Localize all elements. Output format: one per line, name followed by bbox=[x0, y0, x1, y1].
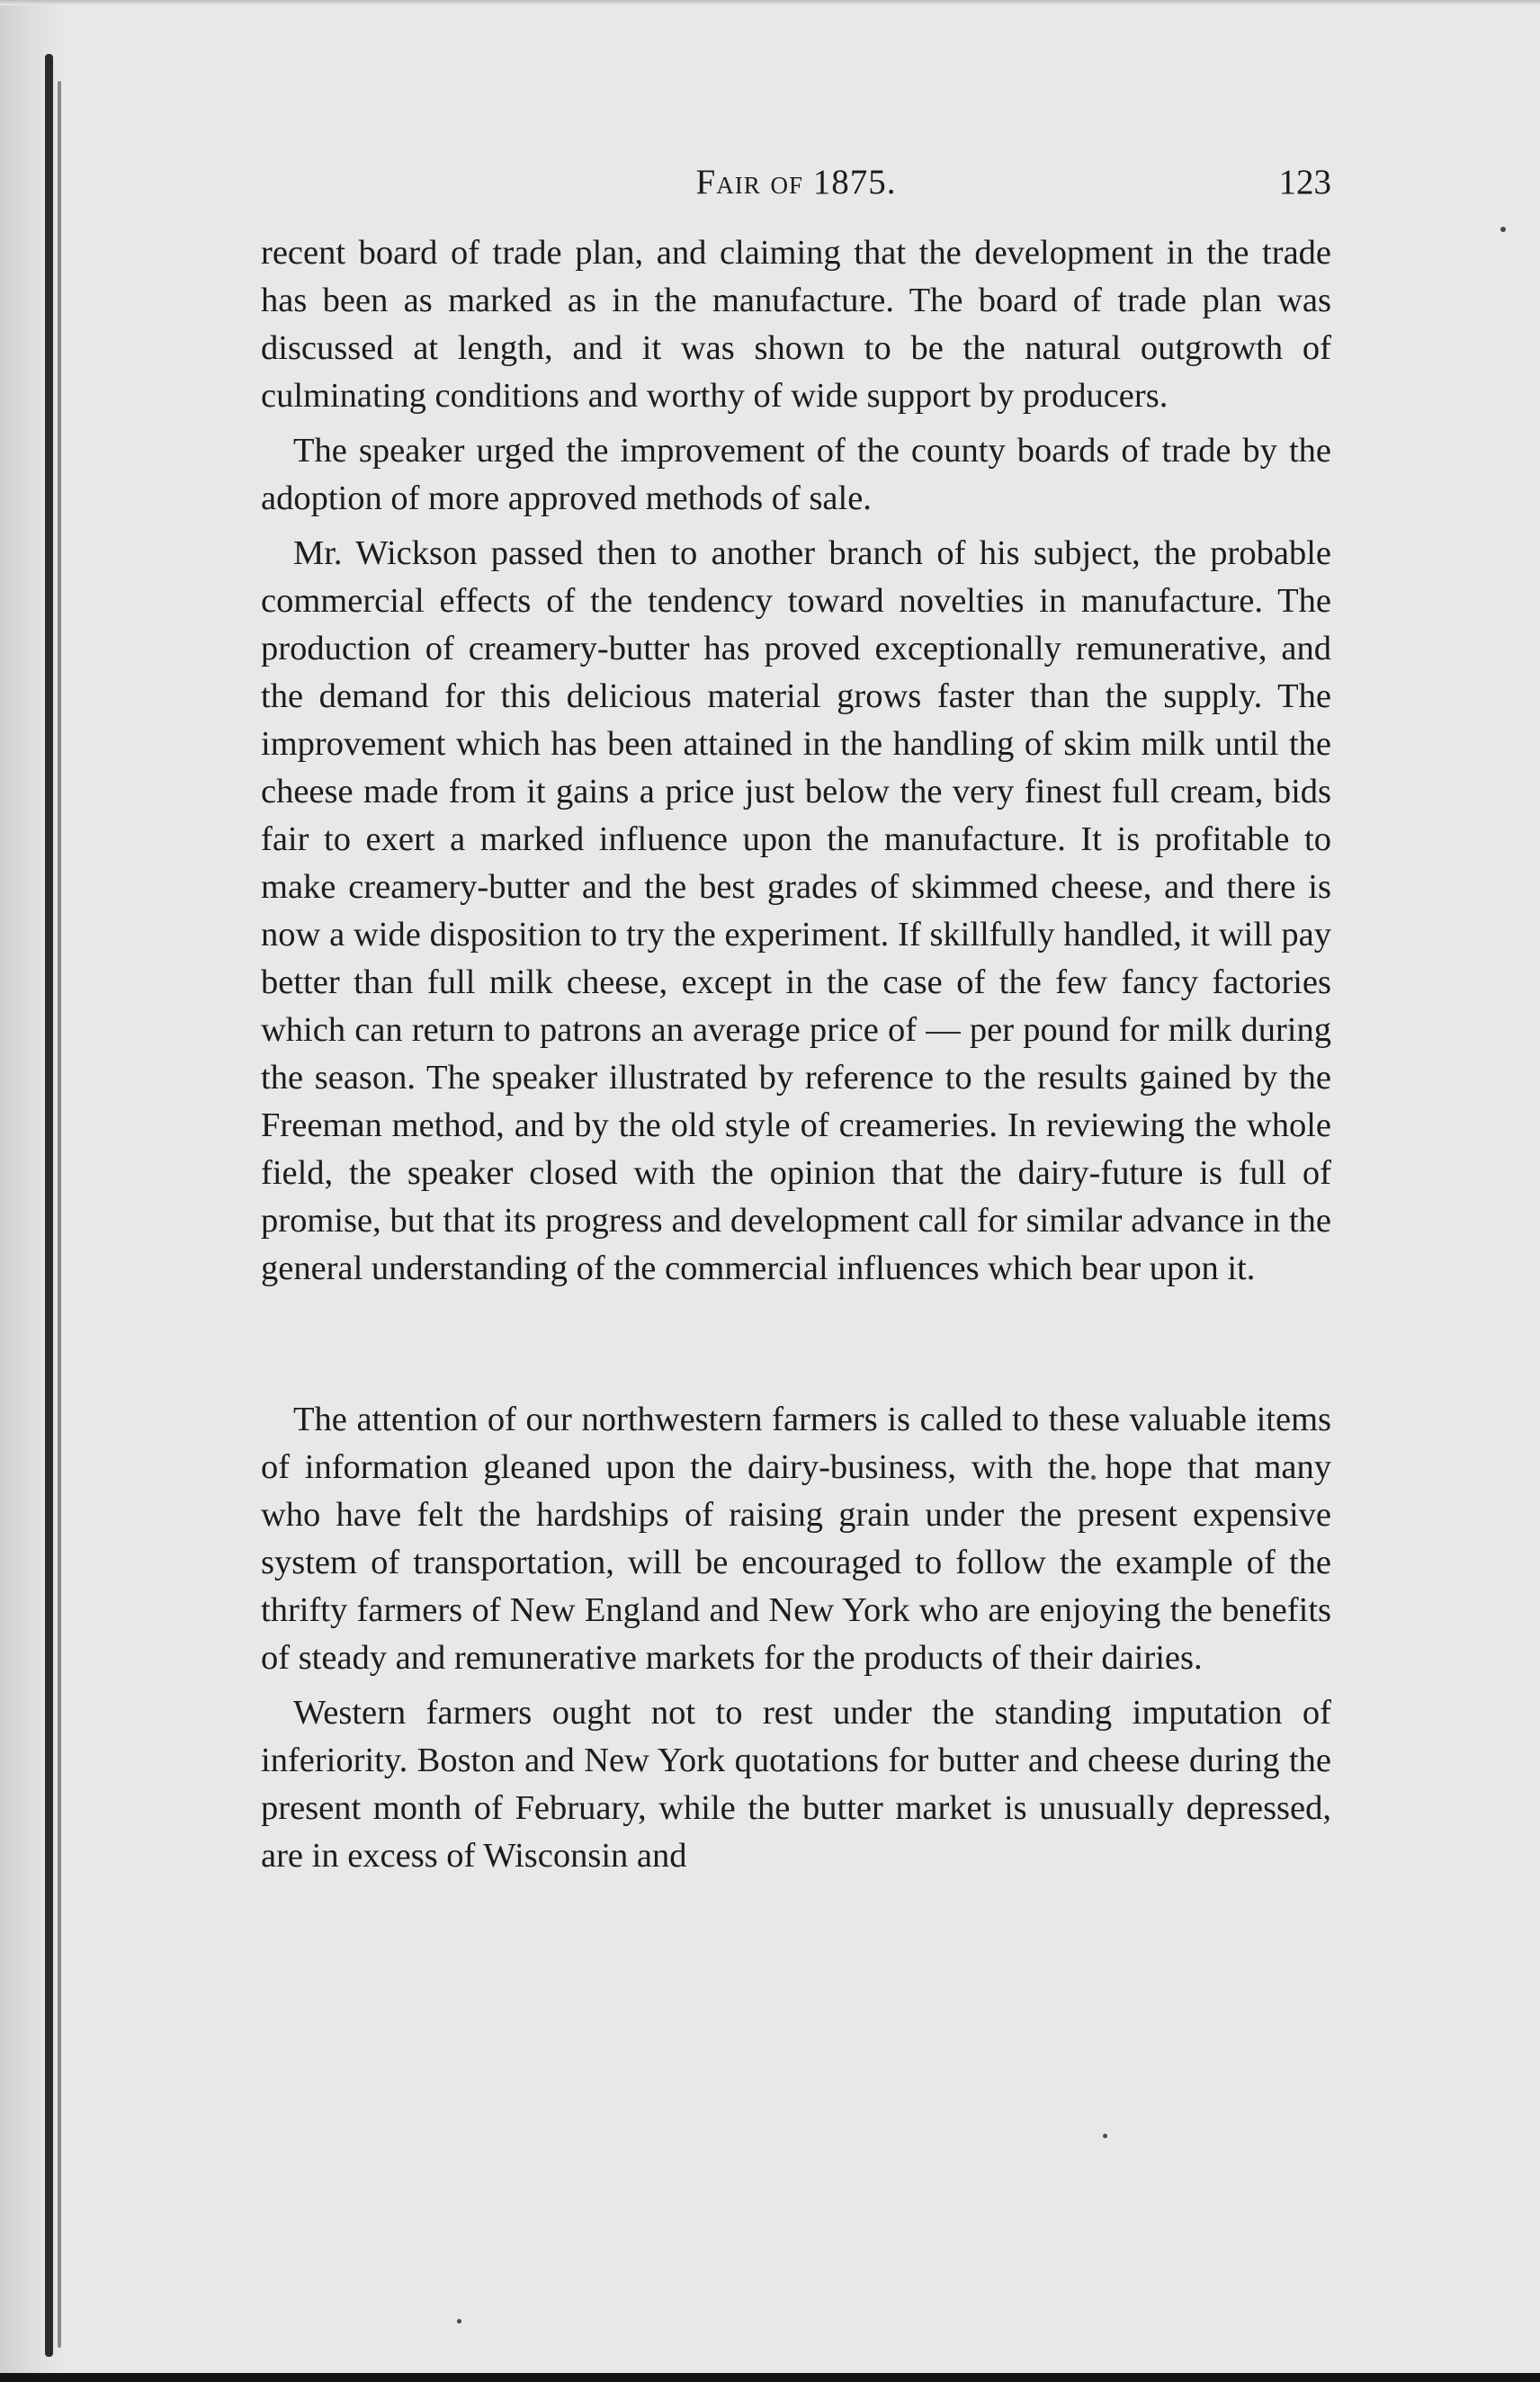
running-head-title: Fair of 1875. bbox=[695, 163, 897, 201]
paragraph: The speaker urged the improvement of the county boards of trade by the adoption of more approved methods of sale. bbox=[261, 432, 1331, 517]
paragraph: The attention of our northwestern farmers is called to these valuable items of information gleaned upon the dairy-business, with the hope that many who have felt the hardships of raising grain under the present expensive system of transportation, will be encouraged to follow the example of the thrifty farmers of New England and New York who are enjoying the benefits of steady and remunerative markets for the products of their dairies. bbox=[261, 1401, 1331, 1677]
paragraph: Mr. Wickson passed then to another branch of his subject, the probable commercial effects of the tendency toward novelties in manufacture. The production of creamery-butter has proved exceptionally remunerative, and the demand for this delicious material grows faster than the supply. The improvement which has been attained in the handling of skim milk until the cheese made from it gains a price just below the very finest full cream, bids fair to exert a marked influence upon the manufacture. It is profitable to make creamery-butter and the best grades of skimmed cheese, and there is now a wide disposition to try the experiment. If skillfully handled, it will pay better than full milk cheese, except in the case of the few fancy factories which can return to patrons an average price of — per pound for milk during the season. The speaker illustrated by reference to the results gained by the Freeman method, and by the old style of creameries. In reviewing the whole field, the speaker closed with the opinion that the dairy-future is full of promise, but that its progress and development call for similar advance in the general understanding of the commercial influences which bear upon it. bbox=[261, 534, 1331, 1287]
body-text bbox=[261, 229, 1331, 1880]
page-top-edge bbox=[0, 0, 1540, 5]
speck bbox=[457, 2319, 461, 2324]
section-break bbox=[261, 1293, 1331, 1396]
page-number: 123 bbox=[1278, 163, 1331, 201]
binding-edge bbox=[45, 54, 53, 2357]
gutter-shadow bbox=[0, 0, 63, 2382]
speck bbox=[1103, 2134, 1107, 2138]
binding-edge-inner bbox=[58, 81, 61, 2348]
page-bottom-edge bbox=[0, 2373, 1540, 2382]
running-head bbox=[261, 162, 1331, 216]
paragraph-continuation: recent board of trade plan, and claiming that the development in the trade has been as marked as in the manufacture. The board of trade plan was discussed at length, and it was shown to be the natural outgrowth of culminating conditions and worthy of wide support by producers. bbox=[261, 234, 1331, 415]
paragraph: Western farmers ought not to rest under the standing imputation of inferiority. Boston and New York quotations for butter and cheese during the present month of February, while the butter market is unusually depressed, are in excess of Wisconsin and bbox=[261, 1694, 1331, 1875]
speck bbox=[1500, 227, 1506, 232]
